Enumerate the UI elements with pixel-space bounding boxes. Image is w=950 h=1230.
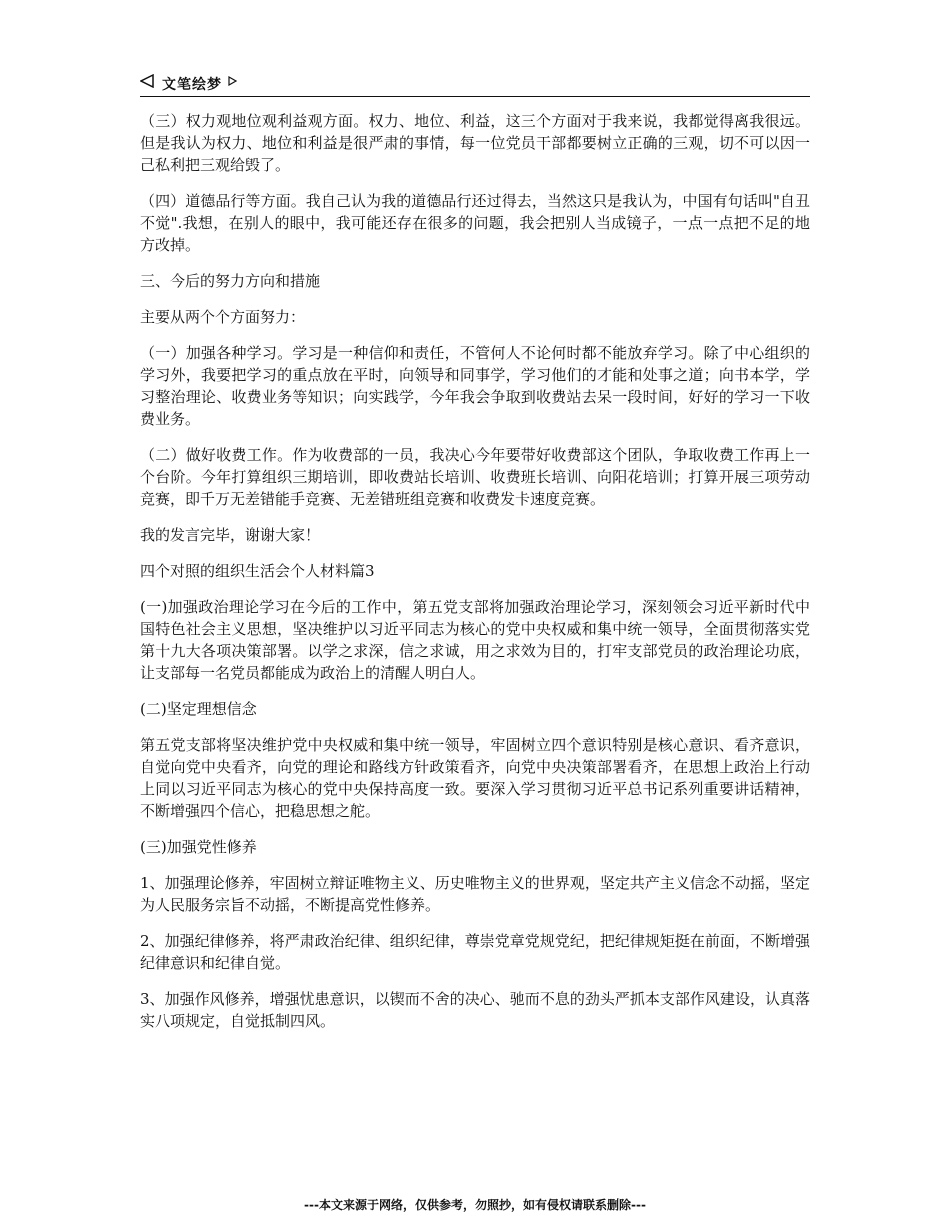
paragraph: 主要从两个个方面努力：	[140, 308, 306, 326]
triangle-left-icon	[140, 74, 154, 88]
header-divider	[140, 96, 810, 97]
list-item: 2、加强纪律修养，将严肃政治纪律、组织纪律，尊崇党章党规党纪，把纪律规矩挺在前面，不断增强纪律意识和纪律自觉。	[140, 932, 810, 972]
list-item: 1、加强理论修养，牢固树立辩证唯物主义、历史唯物主义的世界观，坚定共产主义信念不动摇，坚定为人民服务宗旨不动摇，不断提高党性修养。	[140, 874, 810, 914]
footer-disclaimer: ---本文来源于网络，仅供参考，勿照抄，如有侵权请联系删除---	[304, 1198, 646, 1212]
brand-title: 文笔绘梦	[162, 77, 222, 93]
page-header	[140, 72, 810, 96]
paragraph: 第五党支部将坚决维护党中央权威和集中统一领导，牢固树立四个意识特别是核心意识、看齐意识，自觉向党中央看齐，向党的理论和路线方针政策看齐，向党中央决策部署看齐，在思想上政治上行动上同以习近平同志为核心的党中央保持高度一致。要深入学习贯彻习近平总书记系列重要讲话精神，不断增强四个信心，把稳思想之舵。	[140, 736, 810, 820]
document-body	[140, 110, 810, 1046]
subsection-heading: (三)加强党性修养	[140, 838, 257, 856]
paragraph: （四）道德品行等方面。我自己认为我的道德品行还过得去，当然这只是我认为，中国有句话叫"自丑不觉".我想，在别人的眼中，我可能还存在很多的问题，我会把别人当成镜子，一点一点把不足的地方改掉。	[140, 192, 810, 254]
paragraph: （一）加强各种学习。学习是一种信仰和责任，不管何人不论何时都不能放弃学习。除了中心组织的学习外，我要把学习的重点放在平时，向领导和同事学，学习他们的才能和处事之道；向书本学，学习整治理论、收费业务等知识；向实践学，今年我会争取到收费站去呆一段时间，好好的学习一下收费业务。	[140, 344, 810, 428]
paragraph: 我的发言完毕，谢谢大家！	[140, 526, 321, 544]
list-item: 3、加强作风修养，增强忧患意识，以锲而不舍的决心、驰而不息的劲头严抓本支部作风建设，认真落实八项规定，自觉抵制四风。	[140, 990, 810, 1030]
section-heading: 四个对照的组织生活会个人材料篇3	[140, 562, 375, 580]
paragraph: (一)加强政治理论学习在今后的工作中，第五党支部将加强政治理论学习，深刻领会习近平新时代中国特色社会主义思想，坚决维护以习近平同志为核心的党中央权威和集中统一领导，全面贯彻落实党第十九大各项决策部署。以学之求深，信之求诚，用之求效为目的，打牢支部党员的政治理论功底，让支部每一名党员都能成为政治上的清醒人明白人。	[140, 598, 810, 682]
paragraph: （三）权力观地位观利益观方面。权力、地位、利益，这三个方面对于我来说，我都觉得离我很远。但是我认为权力、地位和利益是很严肃的事情，每一位党员干部都要树立正确的三观，切不可以因一己私利把三观给毁了。	[140, 112, 810, 174]
section-heading: 三、今后的努力方向和措施	[140, 272, 321, 290]
triangle-right-icon	[228, 76, 237, 86]
paragraph: （二）做好收费工作。作为收费部的一员，我决心今年要带好收费部这个团队，争取收费工作再上一个台阶。今年打算组织三期培训，即收费站长培训、收费班长培训、向阳花培训；打算开展三项劳动竞赛，即千万无差错能手竞赛、无差错班组竞赛和收费发卡速度竞赛。	[140, 446, 810, 508]
subsection-heading: (二)坚定理想信念	[140, 700, 257, 718]
